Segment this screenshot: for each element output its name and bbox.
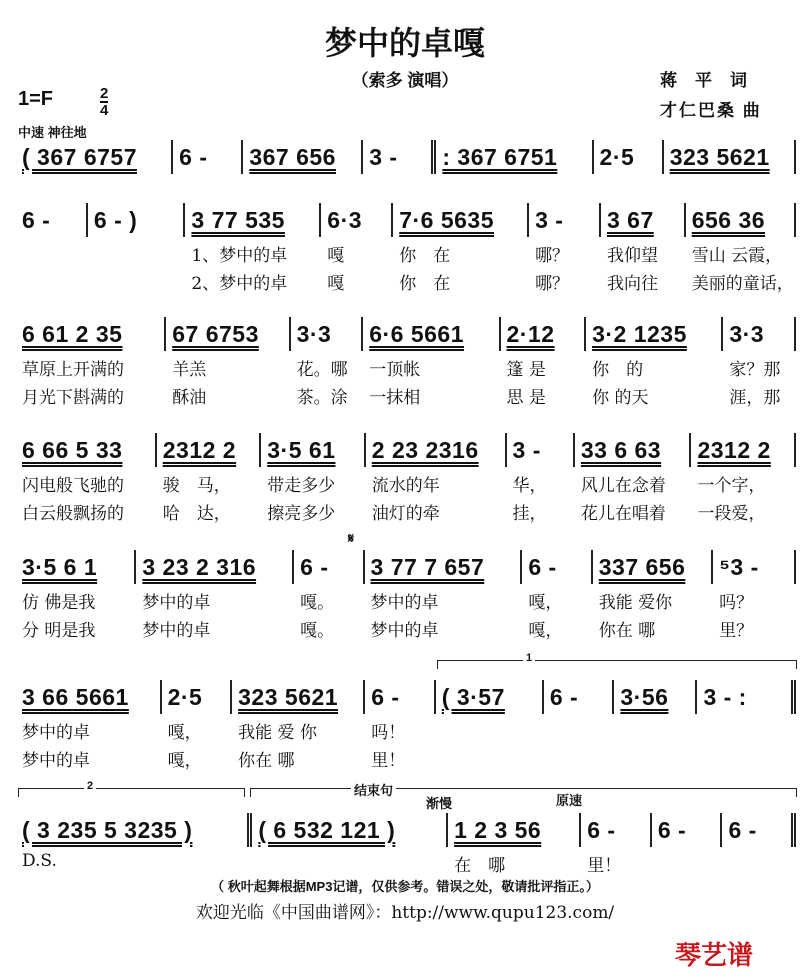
measure (16, 550, 136, 641)
lyric-verse-2: 花儿在唱着 (580, 504, 666, 524)
measure-notes: ( 367 6757 (22, 144, 137, 170)
measure-notes: 367 656 (249, 144, 336, 170)
lyric-verse-1: 华， (512, 476, 547, 496)
measure (291, 317, 364, 408)
lyric-verse-2: 挂， (512, 504, 547, 524)
lyric-verse-1: 嘎。 (300, 593, 335, 613)
measure-notes: 2·5 (167, 684, 203, 710)
measure (16, 140, 173, 174)
time-bottom: 4 (100, 102, 109, 119)
measure-notes: 2·12 (506, 321, 555, 347)
measure (166, 317, 290, 408)
staff-row (16, 433, 796, 524)
measure (722, 813, 796, 847)
lyric-verse-2: 你 的天 (592, 388, 649, 408)
lyric-verse-1: 草原上开满的 (22, 360, 124, 380)
lyric-verse-2: 里！ (371, 751, 406, 771)
measure (16, 433, 157, 524)
measure-notes: 3 23 2 316 (142, 554, 257, 580)
lyric-verse-2: 2、梦中的卓 (191, 274, 288, 294)
measure-notes: 6 61 2 35 (22, 321, 123, 347)
measure (157, 433, 262, 524)
measure (594, 140, 664, 174)
measure (232, 680, 365, 771)
lyric-verse-1: 一顶帐 (369, 360, 421, 380)
measure-notes: 3 77 7 657 (370, 554, 485, 580)
measure-notes: 656 36 (691, 207, 766, 233)
measure (16, 203, 88, 237)
lyric-verse-1: 我能 爱你 (598, 593, 673, 613)
measure (593, 550, 713, 641)
measure (436, 680, 544, 714)
staff-row (16, 813, 796, 876)
measure (88, 203, 186, 237)
measure-notes: 3·3 (296, 321, 332, 347)
measure-notes: 6 - (371, 684, 400, 710)
measure (252, 813, 448, 847)
lyric-verse-2: 嘎， (167, 751, 202, 771)
measure-notes: 3 - (535, 207, 564, 233)
measure-notes: 3·5 6 1 (22, 554, 98, 580)
lyric-verse-2: 思 是 (506, 388, 546, 408)
measure (448, 813, 581, 876)
lyric-verse-2: 哪？ (535, 274, 570, 294)
measure-notes: 3 - (369, 144, 398, 170)
staff-row (16, 550, 796, 641)
measure (723, 317, 796, 408)
lyric-verse-1: 吗？ (719, 593, 754, 613)
composer-credit: 才仁巴桑 曲 (660, 101, 762, 120)
measure-notes: 323 5621 (238, 684, 339, 710)
staff-row (16, 317, 796, 408)
performer: （索多 演唱） (351, 71, 459, 90)
measure-notes: 33 6 63 (580, 437, 662, 463)
measure (691, 433, 796, 524)
time-top: 2 (100, 85, 109, 102)
staff-row (16, 680, 796, 771)
measure (365, 550, 523, 641)
measure-notes: 3·56 (620, 684, 669, 710)
measure (136, 550, 294, 641)
measure-notes: 6 - ) (93, 207, 138, 233)
measure (243, 140, 363, 174)
measure (16, 680, 162, 771)
volta-2-label: 2 (84, 780, 96, 792)
ending-bracket (250, 783, 797, 798)
lyric-verse-2: 擦亮多少 (267, 504, 336, 524)
lyric-verse-1: 带走多少 (267, 476, 336, 496)
staff-row (16, 203, 796, 294)
lyric-verse-1: 篷 是 (506, 360, 546, 380)
time-signature (100, 86, 108, 118)
measure (363, 140, 436, 174)
lyric-verse-2: 嘎， (528, 621, 563, 641)
measure (321, 203, 393, 294)
lyric-verse-1: 嘎， (528, 593, 563, 613)
measure-notes: 7·6 5635 (399, 207, 495, 233)
lyric-verse-1: 哪？ (535, 246, 570, 266)
lyric-verse-2: 嘎。 (300, 621, 335, 641)
lyric-verse-1: 我能 爱 你 (238, 723, 317, 743)
lyric-verse-2: 梦中的卓 (142, 621, 211, 641)
measure (16, 317, 166, 408)
ritardando-mark: 渐慢 (426, 796, 453, 811)
footnote: （ 秋叶起舞根据MP3记谱，仅供参考。错误之处，敬请批评指正。） (211, 879, 599, 894)
lyric-verse-2: 你 在 (399, 274, 451, 294)
lyric-verse-2: 一段爱， (697, 504, 766, 524)
measure-notes: 6·6 5661 (369, 321, 465, 347)
lyric-verse-1: 梦中的卓 (142, 593, 211, 613)
lyricist-credit: 蒋平词 (660, 71, 765, 90)
lyric-verse-1: 吗！ (371, 723, 406, 743)
lyric-verse-1: 一个字， (697, 476, 766, 496)
measure-notes: 6 - (300, 554, 329, 580)
ending-label: 结束句 (351, 780, 396, 799)
measure (614, 680, 697, 714)
tempo-marking: 中速 神往地 (18, 125, 87, 140)
measure (601, 203, 686, 294)
measure-notes: 1 2 3 56 (454, 817, 542, 843)
lyric-verse-2: 白云般飘扬的 (22, 504, 124, 524)
lyric-verse-2: 茶。涂 (296, 388, 348, 408)
measure-notes: 323 5621 (669, 144, 770, 170)
measure (185, 203, 321, 294)
measure (575, 433, 692, 524)
lyric-verse-1: 你 的 (592, 360, 644, 380)
volta-1-label: 1 (523, 652, 535, 664)
measure-notes: 3 77 535 (191, 207, 285, 233)
measure (173, 140, 243, 174)
measure (522, 550, 592, 641)
lyric-verse-2: 油灯的牵 (371, 504, 440, 524)
lyric-verse-1: 家？那 (729, 360, 781, 380)
measure (713, 550, 796, 641)
measure (529, 203, 601, 294)
measure-notes: 6 - (22, 207, 51, 233)
measure-notes: 2 23 2316 (371, 437, 479, 463)
lyric-verse-1: 骏 马， (162, 476, 231, 496)
staff-row (16, 140, 796, 174)
measure-notes: ⁵3 - (719, 554, 759, 580)
measure (16, 813, 252, 871)
measure-notes: 2312 2 (162, 437, 237, 463)
measure-notes: ( 6 532 121 ) (258, 817, 396, 843)
lyric-verse-2: 梦中的卓 (22, 751, 90, 771)
lyric-verse-2: 美丽的童话， (691, 274, 794, 294)
website-link[interactable]: 欢迎光临《中国曲谱网》：http://www.qupu123.com/ (195, 903, 615, 923)
lyric-verse-2: 你在 哪 (238, 751, 295, 771)
measure-notes: 67 6753 (172, 321, 259, 347)
a-tempo-mark: 原速 (556, 793, 583, 808)
volta-1 (437, 652, 797, 669)
measure-notes: 6 - (728, 817, 757, 843)
measure (652, 813, 723, 847)
measure-notes: 6 66 5 33 (22, 437, 123, 463)
measure (363, 317, 500, 408)
measure (586, 317, 723, 408)
lyric-verse-2: 哈 达， (162, 504, 231, 524)
measure-notes: 6·3 (327, 207, 363, 233)
measure-notes: 6 - (587, 817, 616, 843)
measure-notes: 3 - : (703, 684, 747, 710)
lyric-verse-2: 酥油 (172, 388, 207, 408)
lyric-verse-2: 你在 哪 (598, 621, 656, 641)
lyric-verse-1: 嘎 (327, 246, 345, 266)
lyric-verse-2: 梦中的卓 (370, 621, 439, 641)
volta-2 (18, 780, 245, 797)
measure-notes: 3·3 (729, 321, 765, 347)
measure-notes: 6 - (179, 144, 208, 170)
measure (697, 680, 796, 714)
lyric-verse-2: 我向往 (606, 274, 658, 294)
measure-notes: 2312 2 (697, 437, 771, 463)
measure-notes: 3 - (512, 437, 541, 463)
lyric-verse-1: 1、梦中的卓 (191, 246, 288, 266)
lyric-verse-2: 分 明是我 (22, 621, 96, 641)
song-title: 梦中的卓嘎 (324, 25, 485, 61)
measure (501, 317, 587, 408)
site-logo: 琴艺谱 (675, 940, 754, 970)
lyric-verse-1: 流水的年 (371, 476, 440, 496)
measure (393, 203, 529, 294)
measure (507, 433, 575, 524)
lyric-verse-1: 梦中的卓 (22, 723, 90, 743)
measure-notes: 2·5 (599, 144, 635, 170)
lyric-verse-1: 花。哪 (296, 360, 348, 380)
lyric-verse-2: 涯，那 (729, 388, 781, 408)
lyric-verse-2: 嘎 (327, 274, 345, 294)
measure-notes: 337 656 (598, 554, 686, 580)
lyric-verse-1: 嘎， (167, 723, 202, 743)
lyric-verse-1: D.S. (22, 851, 57, 871)
lyric-verse-2: 里？ (719, 621, 754, 641)
measure (581, 813, 652, 876)
lyric-verse-1: 梦中的卓 (370, 593, 439, 613)
lyric-verse-1: 在 哪 (454, 856, 506, 876)
measure (366, 433, 507, 524)
measure (365, 680, 436, 771)
lyric-verse-2: 一抹相 (369, 388, 421, 408)
measure (261, 433, 366, 524)
lyric-verse-1: 仿 佛是我 (22, 593, 96, 613)
key-signature: 1=F (18, 88, 54, 110)
measure-notes: 6 - (549, 684, 579, 710)
measure-notes: 6 - (657, 817, 687, 843)
measure (664, 140, 796, 174)
measure-notes: 3 67 (606, 207, 654, 233)
measure-notes: ( 3·57 (441, 684, 505, 710)
measure (436, 140, 593, 174)
segno-icon: 𝄋 (348, 530, 355, 546)
measure (686, 203, 796, 294)
measure (294, 550, 364, 641)
measure-notes: ( 3 235 5 3235 ) (22, 817, 193, 843)
lyric-verse-2: 月光下斟满的 (22, 388, 124, 408)
measure-notes: 3 66 5661 (22, 684, 129, 710)
lyric-verse-1: 雪山 云霞， (691, 246, 783, 266)
lyric-verse-1: 里！ (587, 856, 622, 876)
lyric-verse-1: 我仰望 (606, 246, 658, 266)
measure (544, 680, 615, 714)
lyric-verse-1: 闪电般飞驰的 (22, 476, 124, 496)
lyric-verse-1: 风儿在念着 (580, 476, 666, 496)
lyric-verse-1: 羊羔 (172, 360, 207, 380)
measure-notes: : 367 6751 (442, 144, 558, 170)
measure-notes: 6 - (528, 554, 557, 580)
measure-notes: 3·5 61 (267, 437, 336, 463)
measure-notes: 3·2 1235 (592, 321, 687, 347)
measure (162, 680, 233, 771)
lyric-verse-1: 你 在 (399, 246, 451, 266)
